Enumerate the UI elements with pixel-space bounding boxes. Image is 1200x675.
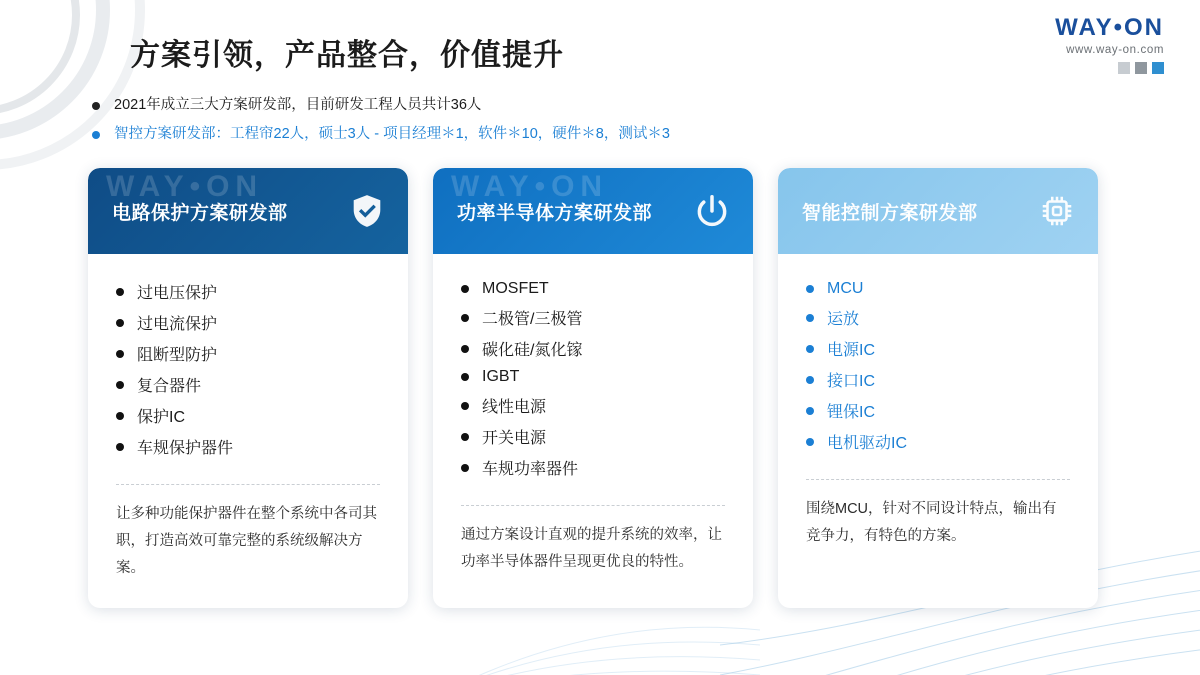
card-note: 围绕MCU，针对不同设计特点，输出有竞争力，有特色的方案。 — [806, 501, 1057, 544]
feature-label: 二极管/三极管 — [482, 311, 583, 328]
bullet-dot-icon — [461, 314, 469, 322]
feature-label: 碳化硅/氮化镓 — [482, 342, 583, 359]
feature-label: 保护IC — [137, 409, 186, 426]
list-item — [806, 280, 1070, 298]
card-header — [433, 168, 753, 254]
card-body — [88, 254, 408, 608]
list-item — [116, 311, 380, 334]
card-header — [88, 168, 408, 254]
card-power-semiconductor[interactable] — [433, 168, 753, 608]
feature-label: 复合器件 — [137, 378, 202, 395]
feature-label: 过电压保护 — [137, 285, 218, 302]
shield-check-icon — [348, 192, 386, 230]
logo-text: WAY•ON — [1055, 14, 1164, 41]
card-title: 智能控制方案研发部 — [802, 202, 978, 224]
feature-label: 车规保护器件 — [137, 440, 234, 457]
list-item — [461, 280, 725, 298]
feature-label: IGBT — [482, 368, 520, 385]
bullet-dot-icon — [806, 376, 814, 384]
intro-bullet-text: 智控方案研发部：工程帘22人，硕士3人 - 项目经理＊1，软件＊10，硬件＊8，测试＊3 — [114, 126, 670, 143]
logo-square-3 — [1152, 62, 1164, 74]
card-watermark: WAY•ON — [106, 170, 264, 203]
list-item — [116, 342, 380, 365]
card-circuit-protection[interactable] — [88, 168, 408, 608]
list-item — [116, 435, 380, 458]
list-item — [116, 404, 380, 427]
bullet-dot-icon — [461, 345, 469, 353]
intro-bullets — [92, 95, 1092, 154]
card-note: 通过方案设计直观的提升系统的效率，让功率半导体器件呈现更优良的特性。 — [461, 527, 722, 570]
intro-bullet-text: 2021年成立三大方案研发部，目前研发工程人员共计36人 — [114, 97, 482, 113]
feature-label: 过电流保护 — [137, 316, 218, 333]
department-cards — [88, 168, 1098, 608]
feature-label: 线性电源 — [482, 399, 547, 416]
list-item — [92, 124, 1092, 144]
list-item — [461, 456, 725, 479]
bullet-dot-icon — [461, 373, 469, 381]
logo-square-1 — [1118, 62, 1130, 74]
bullet-dot-icon — [116, 412, 124, 420]
bullet-dot-icon — [116, 350, 124, 358]
logo-square-2 — [1135, 62, 1147, 74]
bullet-dot-icon — [116, 381, 124, 389]
list-item — [461, 306, 725, 329]
bullet-dot-icon — [806, 407, 814, 415]
card-title: 功率半导体方案研发部 — [457, 202, 653, 224]
feature-label: MOSFET — [482, 280, 549, 297]
feature-list — [461, 280, 725, 487]
bullet-dot-icon — [461, 402, 469, 410]
feature-label: 运放 — [827, 311, 860, 328]
feature-label: 阻断型防护 — [137, 347, 218, 364]
bullet-dot-icon — [116, 288, 124, 296]
feature-list — [806, 280, 1070, 461]
bullet-dot-icon — [806, 345, 814, 353]
list-item — [806, 368, 1070, 391]
bullet-dot-icon — [116, 319, 124, 327]
bullet-dot-icon — [806, 314, 814, 322]
feature-label: 开关电源 — [482, 430, 547, 447]
bullet-dot-icon — [806, 285, 814, 293]
bullet-dot-icon — [116, 443, 124, 451]
bullet-dot-icon — [461, 433, 469, 441]
bullet-dot-icon — [461, 285, 469, 293]
feature-label: 车规功率器件 — [482, 461, 579, 478]
card-header — [778, 168, 1098, 254]
card-body — [778, 254, 1098, 608]
feature-label: 电机驱动IC — [827, 435, 908, 452]
card-note: 让多种功能保护器件在整个系统中各司其职，打造高效可靠完整的系统级解决方案。 — [116, 506, 377, 576]
card-watermark: WAY•ON — [451, 170, 609, 203]
list-item — [806, 306, 1070, 329]
page-title: 方案引领，产品整合，价值提升 — [130, 39, 564, 72]
list-item — [461, 368, 725, 386]
bullet-dot-icon — [92, 131, 100, 139]
bullet-dot-icon — [92, 102, 100, 110]
bullet-dot-icon — [806, 438, 814, 446]
feature-label: 电源IC — [827, 342, 876, 359]
list-item — [461, 337, 725, 360]
list-item — [116, 280, 380, 303]
brand-logo — [1055, 16, 1164, 74]
logo-url: www.way-on.com — [1066, 44, 1164, 56]
list-item — [92, 95, 1092, 115]
list-item — [806, 430, 1070, 453]
feature-label: 接口IC — [827, 373, 876, 390]
feature-list — [116, 280, 380, 466]
card-body — [433, 254, 753, 608]
list-item — [806, 337, 1070, 360]
card-intelligent-control[interactable] — [778, 168, 1098, 608]
logo-squares — [1055, 62, 1164, 74]
feature-label: MCU — [827, 280, 864, 297]
list-item — [461, 394, 725, 417]
divider — [461, 505, 725, 506]
chip-icon — [1038, 192, 1076, 230]
bullet-dot-icon — [461, 464, 469, 472]
list-item — [116, 373, 380, 396]
divider — [116, 484, 380, 485]
card-title: 电路保护方案研发部 — [112, 202, 288, 224]
list-item — [461, 425, 725, 448]
power-icon — [693, 192, 731, 230]
list-item — [806, 399, 1070, 422]
feature-label: 锂保IC — [827, 404, 876, 421]
divider — [806, 479, 1070, 480]
